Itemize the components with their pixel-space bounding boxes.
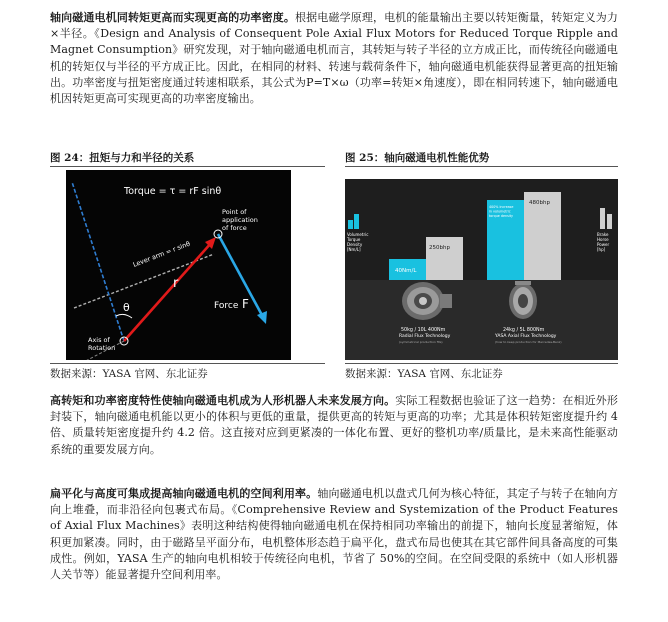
legend-marker-cyan-1 [348,220,353,229]
lever-arm-label: Lever arm = r sinθ [131,239,192,269]
torque-formula: Torque = τ = rF sinθ [124,186,222,197]
point-label-2: application [222,216,258,224]
left-axis-label-2: Torque [347,237,361,242]
figure-25-source: 数据来源：YASA 官网、东北证券 [345,368,503,380]
theta-arc [116,314,132,318]
yasa-note: (how to keep production for Mercedes-Benz) [495,340,562,344]
motor-section-background [345,280,618,360]
left-axis-unit: [Nm/L] [347,247,361,252]
flat-integration-text: 轴向磁通电机以盘式几何为核心特征，其定子与转子在轴向方向上堆叠，而非沿径向包裹式布局。《Comprehensive Review and Systemization of the Product Features of Axial Flux Machines》表明这种结构使得轴向磁通电机在保持相同功率输出的前提下，轴向长度显著缩短，体积更加紧凑。同时，由于磁路呈平面分布，电机整体形态趋于扁平化，盘式布局也使其在其它部件间具备高度的可集成性。例如，YASA 生产的轴向电机相较于传统径向电机，节省了 50%的空间。在空间受限的系统中（如人形机器人关节等）能显著提升空间利用率。 [50,487,618,582]
figure-25-title: 图 25：轴向磁通电机性能优势 [345,152,490,164]
force-symbol: F [242,297,249,311]
humanoid-paragraph [50,393,618,458]
right-axis-unit: [hp] [597,247,606,252]
figure-25-top-rule [345,166,618,167]
flat-integration-lead: 扁平化与高度可集成提高轴向磁通电机的空间利用率。 [50,487,318,500]
right-axis-label-3: Power [597,242,610,247]
intro-paragraph [50,10,618,107]
bar-section-background [345,179,618,280]
radial-torque-density-label: 40Nm/L [395,268,417,274]
radial-note: (symmetrical production fits) [399,340,443,344]
figure-25-bottom-rule [345,363,618,364]
legend-marker-cyan-2 [354,214,359,229]
radius-label: r [173,276,179,291]
theta-label: θ [123,301,130,314]
humanoid-lead: 高转矩和功率密度特性使轴向磁通电机成为人形机器人未来发展方向。 [50,394,396,407]
point-label-3: of force [222,224,247,232]
intro-lead: 轴向磁通电机同转矩更高而实现更高的功率密度。 [50,11,296,24]
performance-comparison [345,170,618,360]
axis-label-1: Axis of [88,336,110,344]
figure-24-top-rule [50,166,325,167]
figure-24-title: 图 24：扭矩与力和半径的关系 [50,152,195,164]
humanoid-text: 实际工程数据也验证了这一趋势：在相近外形封装下，轴向磁通电机能以更小的体积与更低的重量，提供更高的转矩与更高的功率；尤其是体积转矩密度提升约 4 倍、质量转矩密度提升约 4.2 倍。这直接对应到更紧凑的一体化布置、更好的整机功率/质量比，是未来高性能驱动系统的重要发展方向。 [50,394,618,456]
performance-svg [345,170,618,360]
left-axis-label-3: Density [347,242,363,247]
right-axis-label-1: Brake [597,232,609,237]
axis-line [72,182,124,341]
yasa-spec: 24kg / 5L 800Nm [503,328,545,333]
torque-diagram-svg [66,170,291,360]
torque-diagram [66,170,291,360]
legend-marker-gray-1 [600,208,605,229]
left-axis-label-1: Volumetric [347,232,369,237]
force-label: Force [214,301,239,311]
figure-24-bottom-rule [50,363,325,364]
radial-power-bar [426,237,463,280]
axis-label-2: Rotation [88,344,116,352]
yasa-name: YASA Axial Flux Technology [495,334,557,339]
radial-spec: 50kg / 10L 400Nm [401,328,446,333]
yasa-power-label: 480bhp [529,200,550,206]
radius-vector [124,239,212,341]
radial-power-label: 250bhp [429,245,450,251]
figure-24-source: 数据来源：YASA 官网、东北证券 [50,368,208,380]
intro-text: 根据电磁学原理，电机的能量输出主要以转矩衡量，转矩定义为力×半径。《Design and Analysis of Consequent Pole Axial Flux Motors for Reduced Torque Ripple and Magnet Consumption》研究发现，对于轴向磁通电机而言，其转矩与转子半径的立方成正比，而传统径向磁通电机的转矩仅与半径的平方成正比。因此，在相同的材料、转速与载荷条件下，轴向磁通电机能获得显著更高的扭矩输出。功率密度与扭矩密度通过转速相联系，其公式为P=T×ω（功率=转矩×角速度），即在相同转速下，轴向磁通电机因转矩更高可实现更高的功率密度输出。 [50,11,618,106]
legend-marker-gray-2 [607,214,612,229]
flat-integration-paragraph [50,486,618,583]
right-axis-label-2: Horse [597,237,609,242]
radial-name: Radial Flux Technology [399,334,451,339]
yasa-torque-density-label: 400% increase in volumetric torque density [489,205,514,218]
point-label-1: Point of [222,208,247,216]
